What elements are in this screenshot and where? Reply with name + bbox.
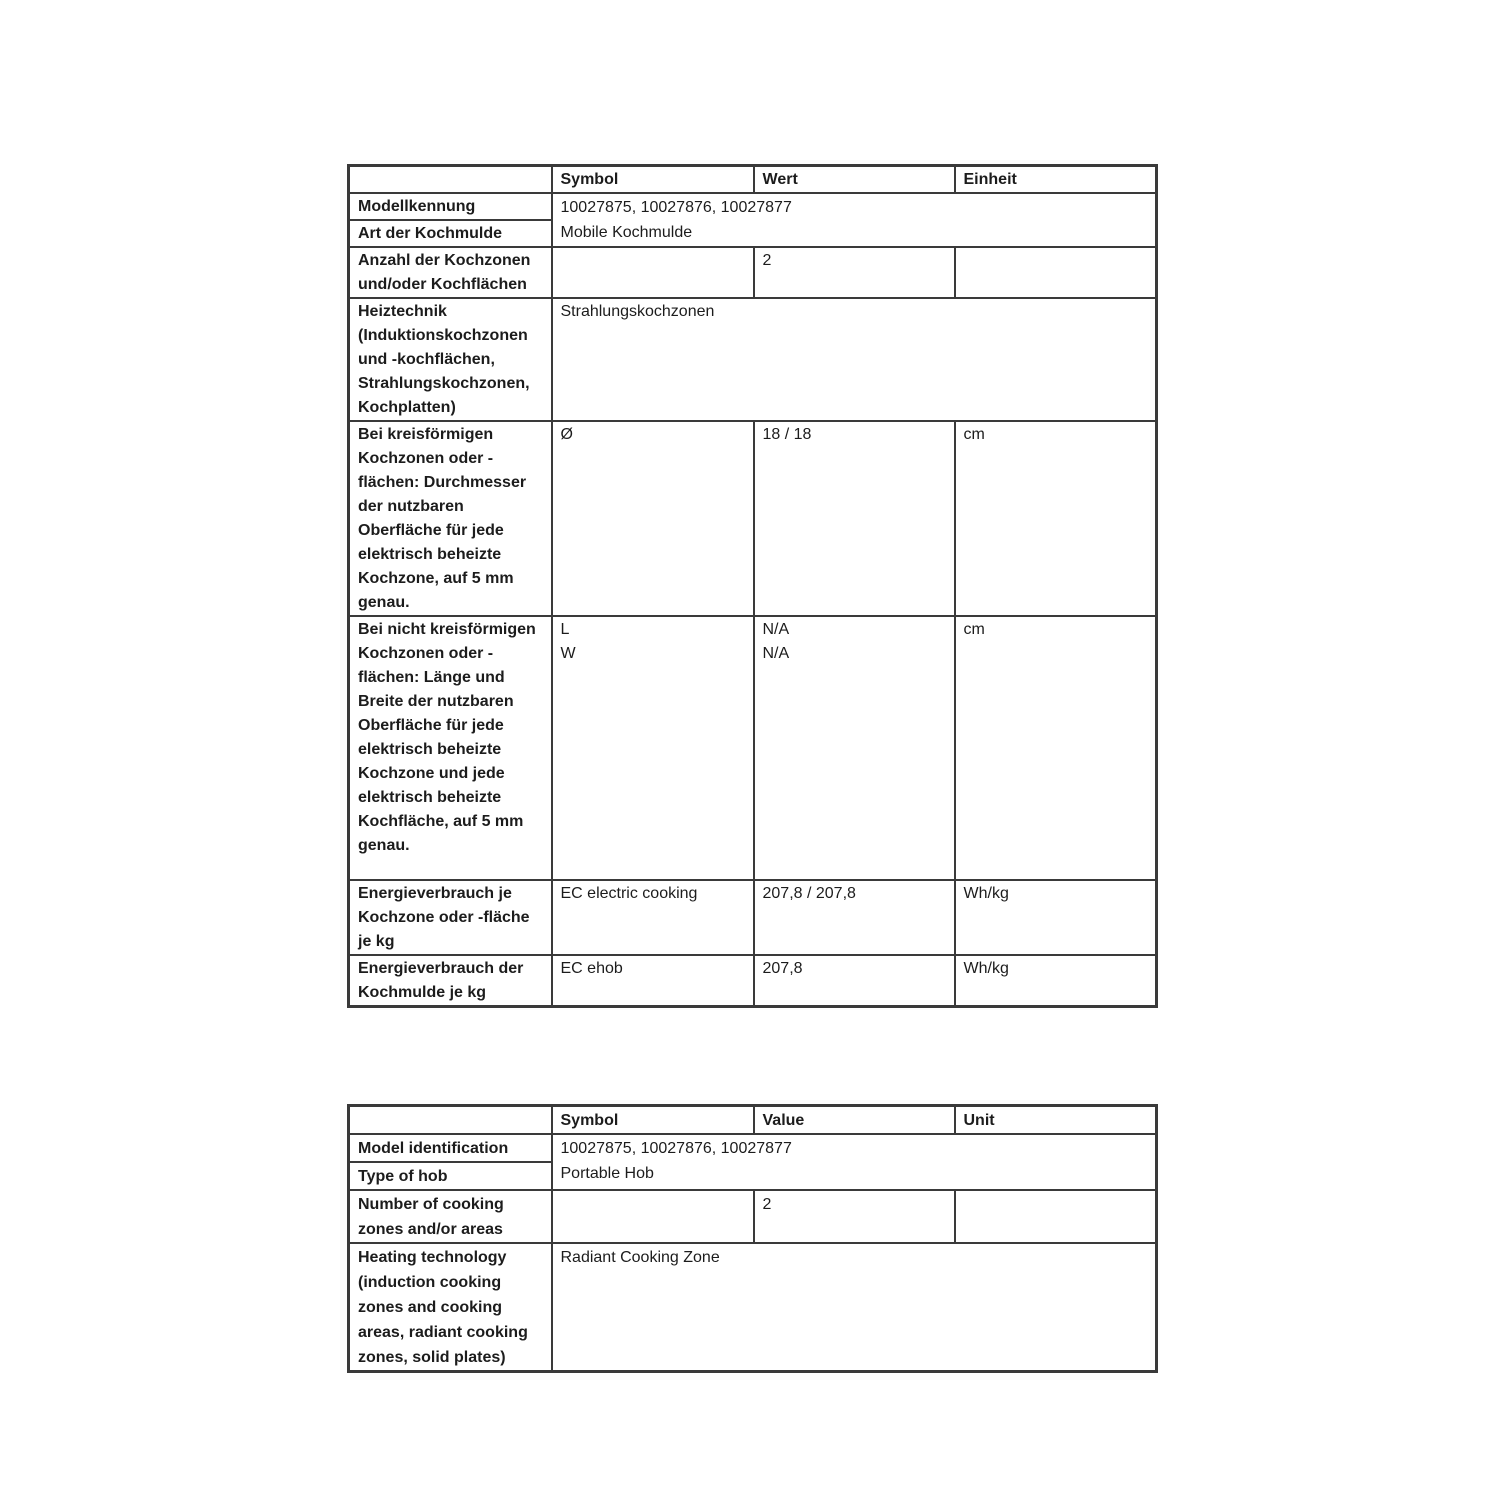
de-energy-zone-value: 207,8 / 207,8 [754, 880, 955, 955]
en-model-type-value-cell [552, 1134, 1157, 1190]
de-zones-value: 2 [754, 247, 955, 298]
de-zones-symbol [552, 247, 754, 298]
en-header-symbol: Symbol [552, 1106, 754, 1135]
de-header-einheit: Einheit [955, 166, 1157, 194]
en-heating-label: Heating technology (induction cooking zones and cooking areas, radiant cooking zones, solid plates) [349, 1243, 552, 1372]
de-circular-label: Bei kreisförmigen Kochzonen oder - flächen: Durchmesser der nutzbaren Oberfläche für jede elektrisch beheizte Kochzone, auf 5 mm genau. [349, 421, 552, 616]
en-zones-symbol [552, 1190, 754, 1243]
de-heating-value: Strahlungskochzonen [552, 298, 1157, 421]
de-noncircular-label: Bei nicht kreisförmigen Kochzonen oder - flächen: Länge und Breite der nutzbaren Oberfläche für jede elektrisch beheizte Kochzone und jede elektrisch beheizte Kochfläche, auf 5 mm genau. [349, 616, 552, 880]
en-zones-value: 2 [754, 1190, 955, 1243]
table-row [349, 955, 1157, 1007]
de-noncircular-symbol [552, 616, 754, 880]
de-energy-hob-unit: Wh/kg [955, 955, 1157, 1007]
en-zones-unit [955, 1190, 1157, 1243]
table-row [349, 298, 1157, 421]
de-noncircular-symbol-w: W [560, 645, 576, 662]
german-spec-table [347, 164, 1158, 1008]
table-row [349, 1243, 1157, 1372]
en-header-empty-cell [349, 1106, 552, 1135]
table-row [349, 1190, 1157, 1243]
de-model-label: Modellkennung [349, 193, 552, 220]
de-energy-zone-unit: Wh/kg [955, 880, 1157, 955]
de-model-value: 10027875, 10027876, 10027877 [560, 199, 792, 216]
de-header-empty-cell [349, 166, 552, 194]
de-circular-symbol: Ø [552, 421, 754, 616]
en-header-unit: Unit [955, 1106, 1157, 1135]
en-type-label: Type of hob [349, 1162, 552, 1190]
english-spec-table [347, 1104, 1158, 1373]
en-header-row [349, 1106, 1157, 1135]
de-energy-zone-symbol: EC electric cooking [552, 880, 754, 955]
de-energy-hob-value: 207,8 [754, 955, 955, 1007]
de-noncircular-value [754, 616, 955, 880]
de-energy-hob-label: Energieverbrauch der Kochmulde je kg [349, 955, 552, 1007]
table-row [349, 880, 1157, 955]
english-table-section [347, 1104, 1158, 1373]
de-header-row [349, 166, 1157, 194]
table-row [349, 616, 1157, 880]
table-row [349, 247, 1157, 298]
de-noncircular-unit: cm [955, 616, 1157, 880]
table-row [349, 421, 1157, 616]
de-noncircular-value-w: N/A [762, 645, 790, 662]
de-type-label: Art der Kochmulde [349, 220, 552, 247]
de-zones-label: Anzahl der Kochzonen und/oder Kochflächen [349, 247, 552, 298]
de-noncircular-symbol-l: L [560, 621, 570, 638]
de-header-symbol: Symbol [552, 166, 754, 194]
de-header-wert: Wert [754, 166, 955, 194]
en-zones-label: Number of cooking zones and/or areas [349, 1190, 552, 1243]
de-energy-hob-symbol: EC ehob [552, 955, 754, 1007]
en-heating-value: Radiant Cooking Zone [552, 1243, 1157, 1372]
en-header-value: Value [754, 1106, 955, 1135]
de-noncircular-value-l: N/A [762, 621, 790, 638]
en-type-value: Portable Hob [560, 1165, 654, 1182]
de-energy-zone-label: Energieverbrauch je Kochzone oder -fläche je kg [349, 880, 552, 955]
de-type-value: Mobile Kochmulde [560, 224, 693, 241]
table-row [349, 1134, 1157, 1162]
table-row [349, 193, 1157, 220]
de-model-type-value-cell [552, 193, 1157, 247]
de-zones-unit [955, 247, 1157, 298]
de-circular-unit: cm [955, 421, 1157, 616]
de-circular-value: 18 / 18 [754, 421, 955, 616]
german-table-section [347, 164, 1158, 1008]
en-model-value: 10027875, 10027876, 10027877 [560, 1140, 792, 1157]
en-model-label: Model identification [349, 1134, 552, 1162]
de-heating-label: Heiztechnik (Induktionskochzonen und -kochflächen, Strahlungskochzonen, Kochplatten) [349, 298, 552, 421]
